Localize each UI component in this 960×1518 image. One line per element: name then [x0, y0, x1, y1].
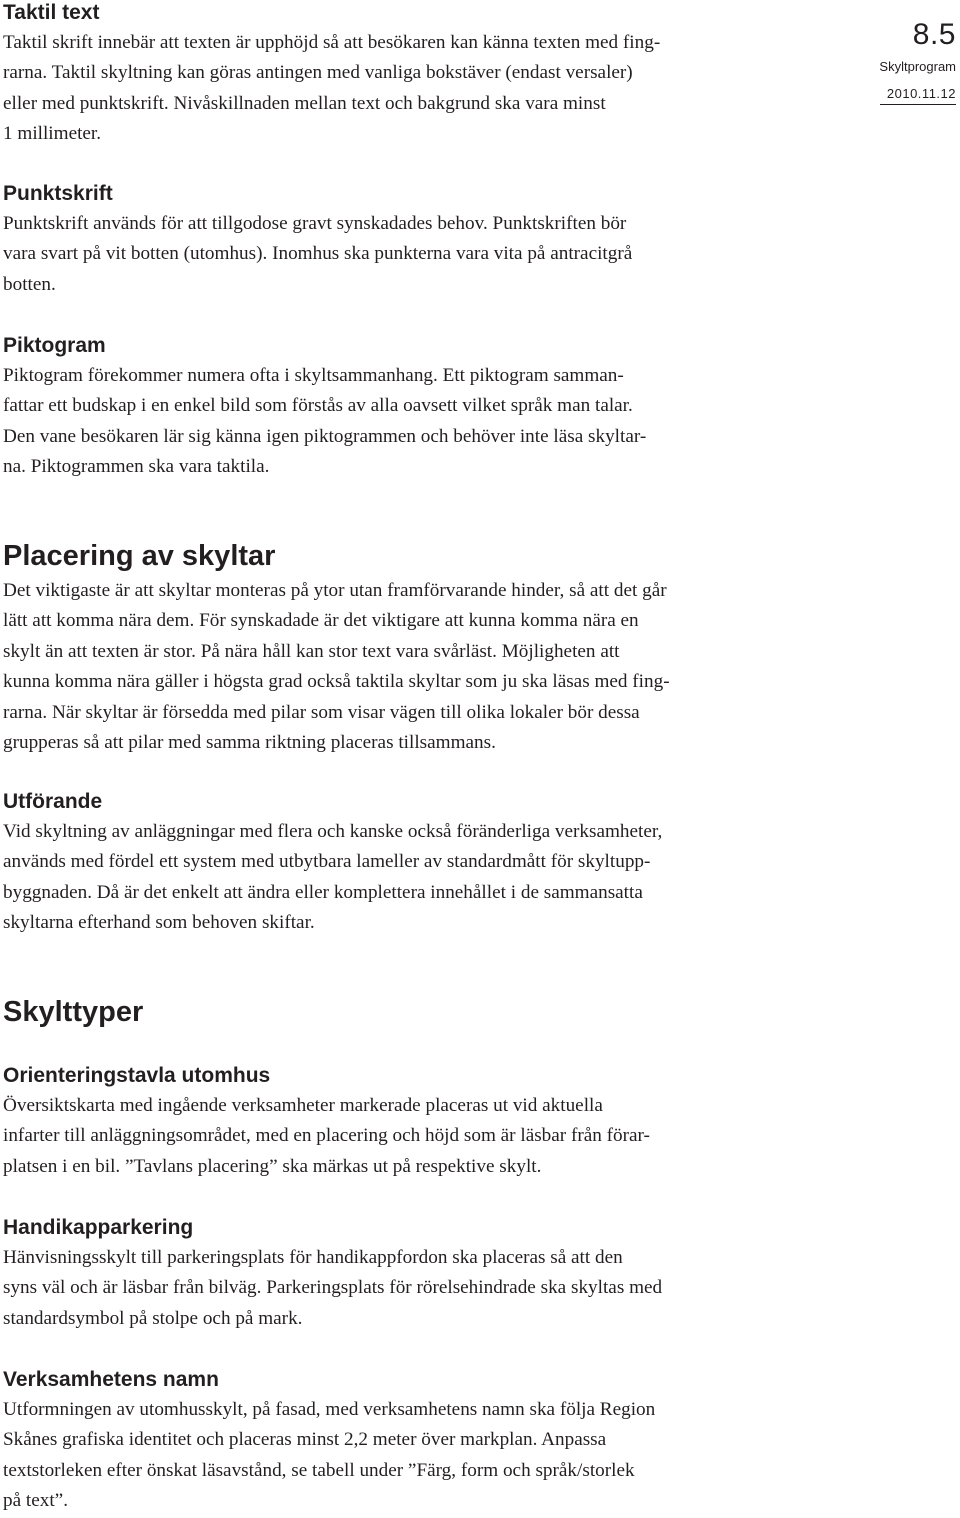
heading-placering: Placering av skyltar: [3, 540, 276, 572]
text-line: byggnaden. Då är det enkelt att ändra eller komplettera innehållet i de sammansatta: [3, 881, 643, 903]
text-line: infarter till anläggningsområdet, med en placering och höjd som är läsbar från förar-: [3, 1125, 650, 1147]
text-line: skyltarna efterhand som behoven skiftar.: [3, 912, 315, 934]
text-line: botten.: [3, 273, 56, 295]
text-line: används med fördel ett system med utbytbara lameller av standardmått för skyltupp-: [3, 851, 651, 873]
section-punktskrift: [3, 181, 745, 300]
paragraph-punktskrift: [3, 209, 745, 300]
section-taktil-text: [3, 0, 745, 150]
paragraph-placering: [3, 576, 745, 758]
heading-orienteringstavla: Orienteringstavla utomhus: [3, 1064, 271, 1087]
text-line: platsen i en bil. ”Tavlans placering” ska märkas ut på respektive skylt.: [3, 1155, 542, 1177]
date-underline: [880, 104, 956, 105]
text-line: Utformningen av utomhusskylt, på fasad, med verksamhetens namn ska följa Region: [3, 1399, 656, 1420]
paragraph-utforande: [3, 817, 745, 939]
text-line: skylt än att texten är stor. På nära håll kan stor text vara svårläst. Möjligheten att: [3, 640, 620, 662]
text-line: grupperas så att pilar med samma riktning placeras tillsammans.: [3, 732, 496, 754]
text-line: Piktogram förekommer numera ofta i skyltsammanhang. Ett piktogram samman-: [3, 365, 624, 386]
heading-taktil-text: Taktil text: [3, 1, 100, 24]
paragraph-verksamhetens-namn: [3, 1395, 745, 1517]
document-date: 2010.11.12: [886, 86, 956, 101]
section-verksamhetens-namn: [3, 1367, 745, 1517]
text-line: Det viktigaste är att skyltar monteras på ytor utan framförvarande hinder, så att det går: [3, 580, 667, 601]
text-line: fattar ett budskap i en enkel bild som förstås av alla oavsett vilket språk man talar.: [3, 395, 633, 417]
section-orienteringstavla: [3, 1063, 745, 1182]
text-line: kunna komma nära gäller i högsta grad också taktila skyltar som ju ska läsas med fing-: [3, 671, 670, 693]
text-line: Punktskrift används för att tillgodose gravt synskadades behov. Punktskriften bör: [3, 213, 627, 234]
section-placering: [3, 539, 745, 758]
paragraph-piktogram: [3, 361, 745, 483]
text-line: 1 millimeter.: [3, 123, 102, 145]
paragraph-handikapparkering: [3, 1243, 745, 1334]
heading-piktogram: Piktogram: [3, 334, 106, 357]
text-line: eller med punktskrift. Nivåskillnaden mellan text och bakgrund ska vara minst: [3, 92, 606, 114]
paragraph-taktil-text: [3, 28, 745, 150]
text-line: textstorleken efter önskat läsavstånd, se tabell under ”Färg, form och språk/storlek: [3, 1459, 635, 1481]
text-line: Översiktskarta med ingående verksamheter markerade placeras ut vid aktuella: [3, 1095, 603, 1116]
text-line: na. Piktogrammen ska vara taktila.: [3, 456, 270, 478]
heading-handikapparkering: Handikapparkering: [3, 1216, 194, 1239]
chapter-number: 8.5: [912, 18, 956, 51]
heading-verksamhetens-namn: Verksamhetens namn: [3, 1368, 219, 1391]
section-piktogram: [3, 333, 745, 483]
text-line: vara svart på vit botten (utomhus). Inomhus ska punkterna vara vita på antracitgrå: [3, 243, 633, 265]
heading-skylttyper: Skylttyper: [3, 996, 144, 1028]
section-skylttyper: [3, 995, 745, 1029]
chapter-marker: [879, 18, 956, 105]
section-handikapparkering: [3, 1215, 745, 1334]
text-line: lätt att komma nära dem. För synskadade är det viktigare att kunna komma nära en: [3, 610, 639, 632]
heading-punktskrift: Punktskrift: [3, 182, 113, 205]
text-line: Taktil skrift innebär att texten är upphöjd så att besökaren kan känna texten med fing-: [3, 32, 661, 53]
text-line: på text”.: [3, 1490, 68, 1512]
text-line: Skånes grafiska identitet och placeras minst 2,2 meter över markplan. Anpassa: [3, 1429, 607, 1451]
text-line: Den vane besökaren lär sig känna igen piktogrammen och behöver inte läsa skyltar-: [3, 425, 647, 447]
program-label: Skyltprogram: [879, 59, 956, 74]
section-utforande: [3, 789, 745, 939]
text-line: rarna. När skyltar är försedda med pilar som visar vägen till olika lokaler bör dessa: [3, 701, 640, 723]
paragraph-orienteringstavla: [3, 1091, 745, 1182]
heading-utforande: Utförande: [3, 790, 103, 813]
text-line: standardsymbol på stolpe och på mark.: [3, 1307, 303, 1329]
text-line: Vid skyltning av anläggningar med flera och kanske också föränderliga verksamheter,: [3, 821, 663, 842]
text-line: rarna. Taktil skyltning kan göras antingen med vanliga bokstäver (endast versaler): [3, 62, 633, 84]
text-line: syns väl och är läsbar från bilväg. Parkeringsplats för rörelsehindrade ska skyltas med: [3, 1277, 663, 1299]
text-line: Hänvisningsskylt till parkeringsplats för handikappfordon ska placeras så att den: [3, 1247, 623, 1268]
